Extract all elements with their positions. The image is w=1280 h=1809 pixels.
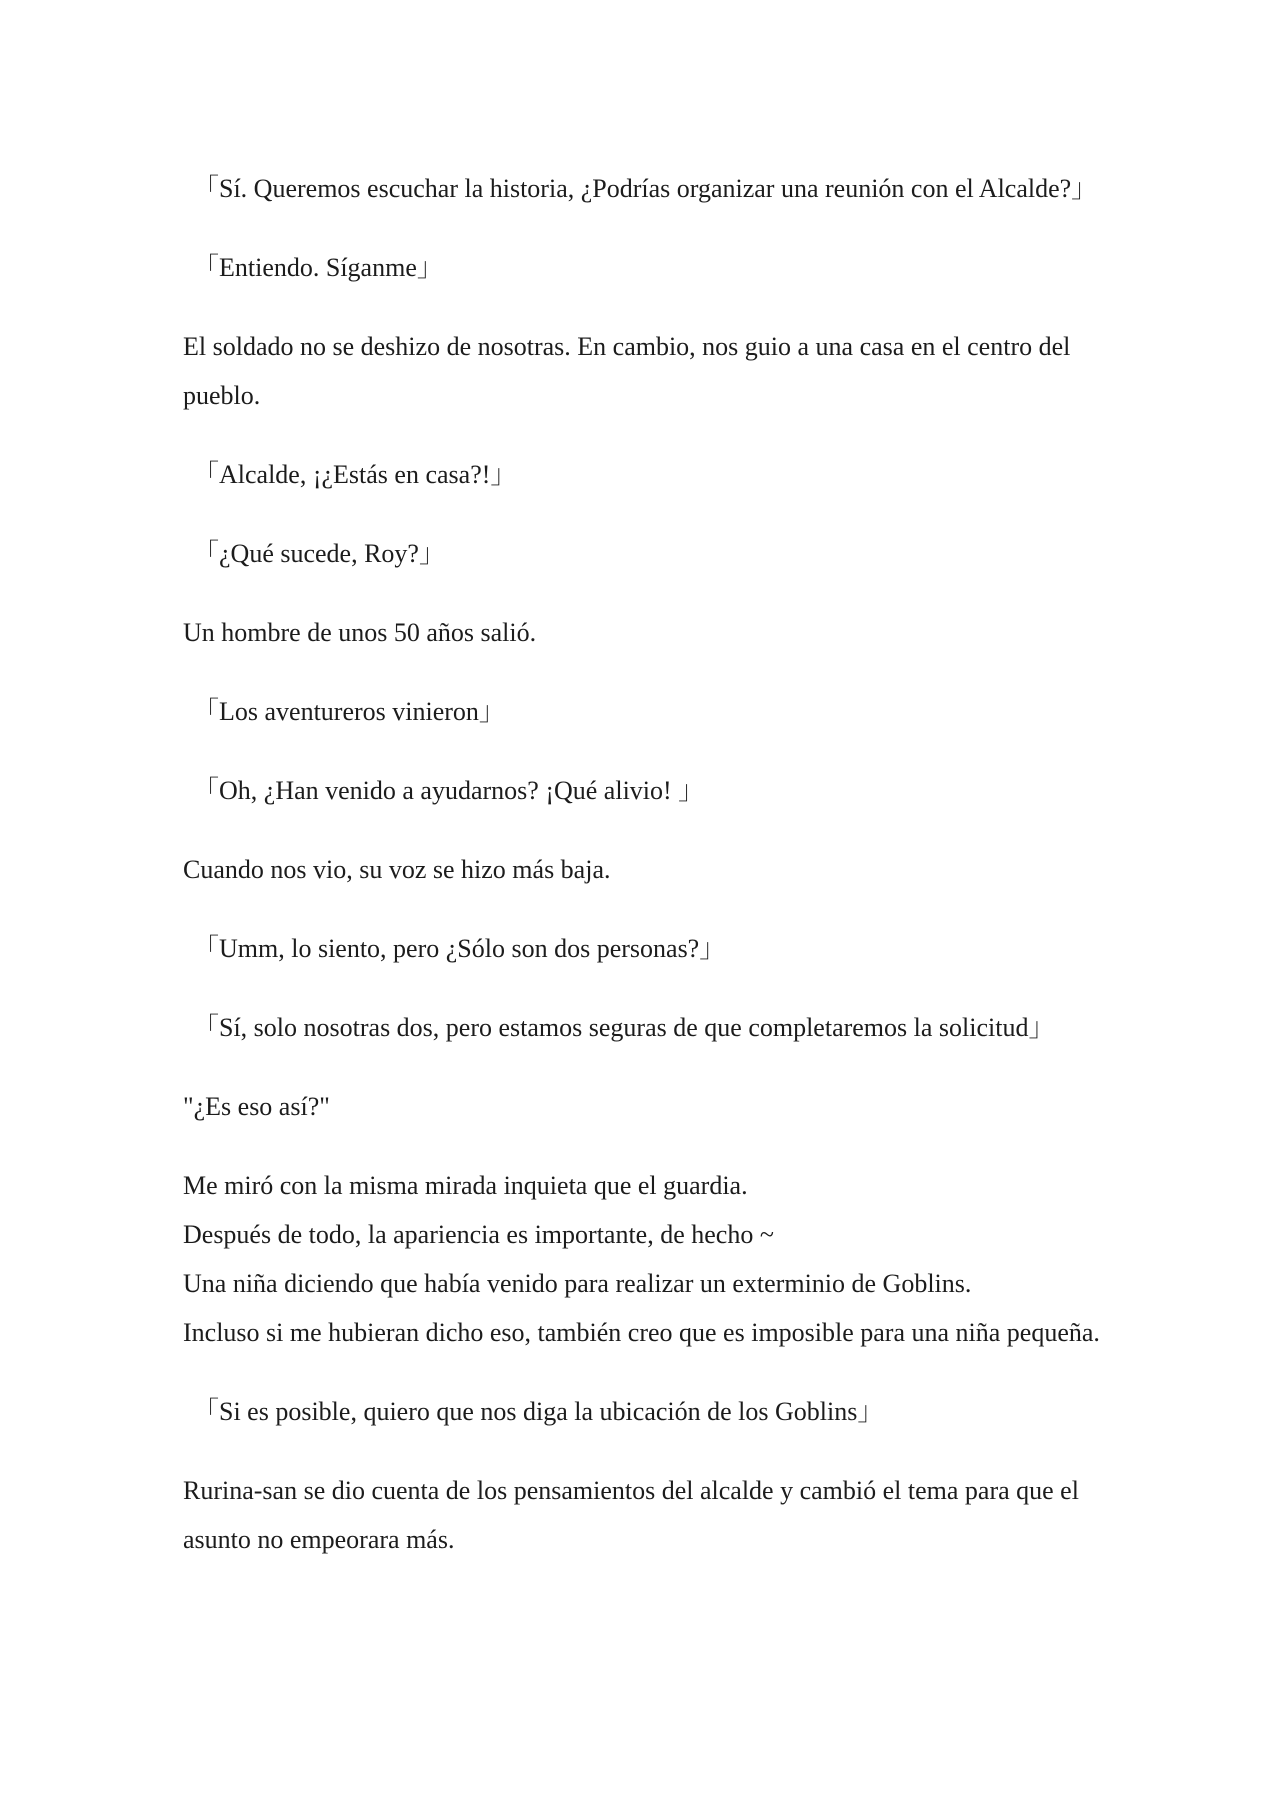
dialogue-line: 「Entiendo. Síganme」 — [193, 253, 443, 282]
narration-paragraph: Me miró con la misma mirada inquieta que el guardia. — [183, 1171, 748, 1200]
quoted-line: "¿Es eso así?" — [183, 1092, 330, 1121]
narration-paragraph: El soldado no se deshizo de nosotras. En cambio, nos guio a una casa en el centro del pueblo. — [183, 332, 1071, 410]
dialogue-line: 「Si es posible, quiero que nos diga la ubicación de los Goblins」 — [193, 1397, 884, 1426]
dialogue-line: 「Sí, solo nosotras dos, pero estamos seguras de que completaremos la solicitud」 — [193, 1013, 1055, 1042]
dialogue-line: 「Sí. Queremos escuchar la historia, ¿Podrías organizar una reunión con el Alcalde?」 — [193, 174, 1098, 203]
dialogue-line: 「¿Qué sucede, Roy?」 — [193, 539, 445, 568]
dialogue-line: 「Los aventureros vinieron」 — [193, 697, 505, 726]
narration-paragraph: Rurina-san se dio cuenta de los pensamientos del alcalde y cambió el tema para que el asunto no empeorara más. — [183, 1476, 1079, 1554]
narration-paragraph: Incluso si me hubieran dicho eso, también creo que es imposible para una niña pequeña. — [183, 1318, 1100, 1347]
document-body — [183, 164, 1103, 1594]
dialogue-line: 「Oh, ¿Han venido a ayudarnos? ¡Qué alivio! 」 — [193, 776, 705, 805]
narration-paragraph: Después de todo, la apariencia es importante, de hecho ~ — [183, 1220, 774, 1249]
dialogue-line: 「Alcalde, ¡¿Estás en casa?!」 — [193, 460, 517, 489]
narration-paragraph: Cuando nos vio, su voz se hizo más baja. — [183, 855, 611, 884]
dialogue-line: 「Umm, lo siento, pero ¿Sólo son dos personas?」 — [193, 934, 726, 963]
narration-paragraph: Un hombre de unos 50 años salió. — [183, 618, 537, 647]
narration-paragraph: Una niña diciendo que había venido para realizar un exterminio de Goblins. — [183, 1269, 972, 1298]
